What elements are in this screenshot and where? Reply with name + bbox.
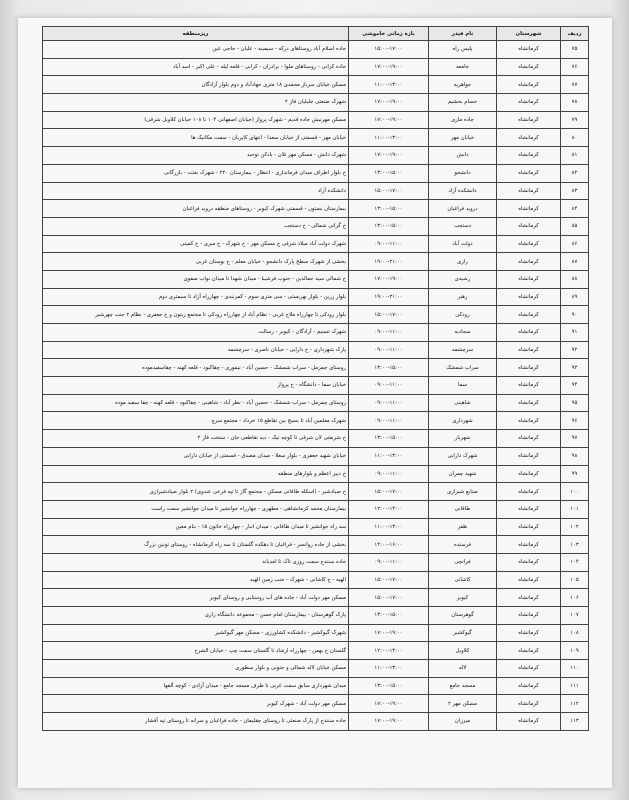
cell-index: ۱۰۲ xyxy=(561,518,589,536)
cell-time: ۱۴:۰۰-۱۶:۰۰ xyxy=(349,536,429,554)
cell-city: کرمانشاه xyxy=(497,235,561,253)
cell-address: خ دبیر اعظم و بلوارهای منطقه xyxy=(43,465,349,483)
cell-address: بلوار رودکی تا چهارراه ملاح غربی - نظام آباد از چهارراه رودکی تا مجتمع زیتون و خ جعفری - نظام ۲ جنب چهرشیر xyxy=(43,306,349,324)
cell-city: کرمانشاه xyxy=(497,41,561,59)
cell-city: کرمانشاه xyxy=(497,200,561,218)
cell-time: ۱۳:۰۰-۱۵:۰۰ xyxy=(349,359,429,377)
table-row xyxy=(43,270,589,288)
cell-feeder: مسجد جامع xyxy=(429,677,497,695)
cell-address: شهرک صنعتی جلیلیان فاز ۲ xyxy=(43,94,349,112)
cell-address: خیابان شهید جعفری - بلوار سعلا - میدان مصدق - قسمتی از خیابان دارایی xyxy=(43,447,349,465)
cell-time: ۱۳:۰۰-۱۵:۰۰ xyxy=(349,430,429,448)
table-row xyxy=(43,695,589,713)
cell-address: شهرک تسنیم - آزادگان - کیوبر - رسالت xyxy=(43,324,349,342)
cell-time: ۱۹:۰۰-۲۱:۰۰ xyxy=(349,288,429,306)
cell-time: ۰۹:۰۰-۱۱:۰۰ xyxy=(349,412,429,430)
cell-index: ۱۰۹ xyxy=(561,642,589,660)
cell-feeder: رشیدی xyxy=(429,270,497,288)
cell-address: خ صیادشیر - (اسکله طاقانی مسکن - مجتمع گاز تا تپه فرعی عندوی) ۲ بلوار صیادشیرازی xyxy=(43,483,349,501)
cell-city: کرمانشاه xyxy=(497,341,561,359)
cell-city: کرمانشاه xyxy=(497,129,561,147)
cell-index: ۱۱۳ xyxy=(561,713,589,731)
cell-time: ۰۹:۰۰-۱۱:۰۰ xyxy=(349,377,429,395)
cell-feeder: فرانچی xyxy=(429,553,497,571)
cell-index: ۱۰۴ xyxy=(561,553,589,571)
cell-feeder: دستجب xyxy=(429,217,497,235)
table-row xyxy=(43,306,589,324)
header-index: ردیف xyxy=(561,27,589,41)
table-row xyxy=(43,217,589,235)
cell-index: ۹۳ xyxy=(561,359,589,377)
cell-time: ۰۹:۰۰-۱۱:۰۰ xyxy=(349,553,429,571)
cell-city: کرمانشاه xyxy=(497,253,561,271)
cell-address: جاده کرانی - روستاهای ملوا - برادران - کرانی - قلعه لیله - علی اکبر - اسد آباد xyxy=(43,58,349,76)
cell-city: کرمانشاه xyxy=(497,182,561,200)
cell-city: کرمانشاه xyxy=(497,607,561,625)
cell-feeder: دولت آباد xyxy=(429,235,497,253)
cell-address: مسکن مهر دولت آباد - جاده های آب روستایی و روستای کیوبر xyxy=(43,589,349,607)
cell-city: کرمانشاه xyxy=(497,164,561,182)
cell-city: کرمانشاه xyxy=(497,589,561,607)
cell-time: ۱۱:۰۰-۱۳:۰۰ xyxy=(349,129,429,147)
cell-feeder: پلیس راه xyxy=(429,41,497,59)
cell-time: ۱۳:۰۰-۱۵:۰۰ xyxy=(349,677,429,695)
cell-index: ۸۵ xyxy=(561,217,589,235)
cell-city: کرمانشاه xyxy=(497,642,561,660)
cell-city: کرمانشاه xyxy=(497,270,561,288)
cell-feeder: دانش xyxy=(429,147,497,165)
cell-address: جاده سنندج از پارک صنعتی تا روستای چقلیمان - جاده فراغیان و سرانه تا روستای تپه آقشار xyxy=(43,713,349,731)
cell-time: ۰۹:۰۰-۱۱:۰۰ xyxy=(349,235,429,253)
cell-city: کرمانشاه xyxy=(497,571,561,589)
cell-index: ۸۱ xyxy=(561,147,589,165)
table-row xyxy=(43,713,589,731)
cell-index: ۹۴ xyxy=(561,377,589,395)
cell-time: ۱۲:۰۰-۱۴:۰۰ xyxy=(349,642,429,660)
cell-city: کرمانشاه xyxy=(497,394,561,412)
cell-address: بیمارستان بستون - قسمتی شهرک کیوبر - روستاهای منطقه دروید فراغیان xyxy=(43,200,349,218)
cell-time: ۰۹:۰۰-۱۱:۰۰ xyxy=(349,324,429,342)
table-row xyxy=(43,253,589,271)
table-row xyxy=(43,58,589,76)
cell-feeder: صنایع شیرازی xyxy=(429,483,497,501)
cell-index: ۹۶ xyxy=(561,412,589,430)
table-row xyxy=(43,111,589,129)
cell-address: بخشی از جاده روانسر - فراغیان تا دهکده گلستان تا سه راه کرمانشاه - روستای تونین بزرگ xyxy=(43,536,349,554)
cell-city: کرمانشاه xyxy=(497,660,561,678)
cell-city: کرمانشاه xyxy=(497,447,561,465)
table-row xyxy=(43,589,589,607)
cell-address: خ گرانی شمالی - خ دستجب xyxy=(43,217,349,235)
cell-city: کرمانشاه xyxy=(497,518,561,536)
cell-city: کرمانشاه xyxy=(497,695,561,713)
cell-city: کرمانشاه xyxy=(497,58,561,76)
table-row xyxy=(43,147,589,165)
cell-index: ۷۵ xyxy=(561,41,589,59)
table-header-row xyxy=(43,27,589,41)
cell-address: شهرک دولت آباد میلاد شرقی خ مسکن مهر - خ شهرک - خ مبری - خ کمیتی xyxy=(43,235,349,253)
table-row xyxy=(43,41,589,59)
table-row xyxy=(43,94,589,112)
cell-index: ۷۸ xyxy=(561,94,589,112)
cell-feeder: گوهرستان xyxy=(429,607,497,625)
cell-time: ۱۳:۰۰-۱۵:۰۰ xyxy=(349,607,429,625)
cell-time: ۱۱:۰۰-۱۳:۰۰ xyxy=(349,76,429,94)
table-row xyxy=(43,536,589,554)
cell-city: کرمانشاه xyxy=(497,553,561,571)
cell-address: روستای چمزمل - سراب شمشک - حسین آباد - تیموری - چقاکبود - قلعه کهنه - چقاسفیدموده xyxy=(43,359,349,377)
cell-address: مسکن مهرنیش جاده قدیم - شهرک پرواز (خیابان اصفهانی ۱۰۴ تا ۱۰۸ خیابان کلاویل شرقی) xyxy=(43,111,349,129)
cell-address: پارک شهرداری - خ دارایی - خیابان ناصری - سرچشمه xyxy=(43,341,349,359)
cell-time: ۱۲:۰۰-۱۴:۰۰ xyxy=(349,500,429,518)
cell-index: ۱۰۱ xyxy=(561,500,589,518)
cell-time: ۱۷:۰۰-۱۹:۰۰ xyxy=(349,147,429,165)
cell-city: کرمانشاه xyxy=(497,624,561,642)
table-row xyxy=(43,412,589,430)
cell-time: ۱۵:۰۰-۱۷:۰۰ xyxy=(349,483,429,501)
cell-index: ۸۲ xyxy=(561,164,589,182)
cell-city: کرمانشاه xyxy=(497,324,561,342)
cell-city: کرمانشاه xyxy=(497,500,561,518)
table-row xyxy=(43,359,589,377)
table-row xyxy=(43,235,589,253)
cell-feeder: گیوکشیر xyxy=(429,624,497,642)
header-address: ریزمنطقه xyxy=(43,27,349,41)
cell-index: ۹۱ xyxy=(561,324,589,342)
table-row xyxy=(43,607,589,625)
cell-time: ۱۵:۰۰-۱۷:۰۰ xyxy=(349,589,429,607)
cell-city: کرمانشاه xyxy=(497,359,561,377)
table-row xyxy=(43,483,589,501)
cell-feeder: سرچشمه xyxy=(429,341,497,359)
cell-address: شهرک دانش - مسکن مهر تلان - بادکن توحید xyxy=(43,147,349,165)
cell-index: ۱۰۶ xyxy=(561,589,589,607)
cell-index: ۱۱۲ xyxy=(561,695,589,713)
cell-feeder: شهرداری xyxy=(429,412,497,430)
cell-index: ۱۰۰ xyxy=(561,483,589,501)
table-row xyxy=(43,642,589,660)
table-row xyxy=(43,394,589,412)
cell-time: ۱۵:۰۰-۱۷:۰۰ xyxy=(349,571,429,589)
cell-address: مسکن مهر دولت آباد - شهرک کیوبر xyxy=(43,695,349,713)
table-row xyxy=(43,571,589,589)
table-row xyxy=(43,324,589,342)
cell-time: ۱۷:۰۰-۱۹:۰۰ xyxy=(349,111,429,129)
table-row xyxy=(43,200,589,218)
cell-index: ۱۰۷ xyxy=(561,607,589,625)
table-row xyxy=(43,553,589,571)
cell-index: ۱۱۰ xyxy=(561,660,589,678)
cell-address: دانشکده آزاد xyxy=(43,182,349,200)
cell-index: ۹۷ xyxy=(561,430,589,448)
cell-feeder: دروید فراغیان xyxy=(429,200,497,218)
cell-address: مسکن خیابان سرباز محمدی ۱۸ متری جهادآباد و دوم بلوار آزادگان xyxy=(43,76,349,94)
cell-feeder: شهریار xyxy=(429,430,497,448)
cell-feeder: سما xyxy=(429,377,497,395)
table-row xyxy=(43,76,589,94)
cell-index: ۱۱۱ xyxy=(561,677,589,695)
cell-feeder: شهید چمران xyxy=(429,465,497,483)
cell-address: شهرک معلمین آباد تا بسیج بین تقاطع ۱۵ خرداد - مجتمع سرچ xyxy=(43,412,349,430)
cell-city: کرمانشاه xyxy=(497,147,561,165)
cell-time: ۱۳:۰۰-۱۵:۰۰ xyxy=(349,217,429,235)
cell-address: بخشی از شهرک سطح پارک دانشجو - خیابان معلم - خ بوستان غربی xyxy=(43,253,349,271)
header-city: شهرستان xyxy=(497,27,561,41)
cell-time: ۱۷:۰۰-۱۹:۰۰ xyxy=(349,624,429,642)
cell-address: مسکن خیابان لاله شمالی و جنوبی و بلوار سطوری xyxy=(43,660,349,678)
cell-time: ۱۱:۰۰-۱۳:۰۰ xyxy=(349,660,429,678)
cell-feeder: ظفر xyxy=(429,518,497,536)
cell-time: ۱۱:۰۰-۱۳:۰۰ xyxy=(349,447,429,465)
cell-address: خیابان مهر - قسمتی از خیابان سعدا - انتهای کاپریان - سمت مکانیک ها xyxy=(43,129,349,147)
cell-address: بیمارستان محمد کرمانشاهی - مطهری - چهارراه جوانشیر تا میدان جوانشیر سمت راست xyxy=(43,500,349,518)
cell-city: کرمانشاه xyxy=(497,412,561,430)
cell-city: کرمانشاه xyxy=(497,483,561,501)
cell-city: کرمانشاه xyxy=(497,94,561,112)
table-row xyxy=(43,518,589,536)
cell-city: کرمانشاه xyxy=(497,111,561,129)
cell-feeder: فرسنده xyxy=(429,536,497,554)
cell-index: ۷۷ xyxy=(561,76,589,94)
cell-time: ۱۷:۰۰-۱۹:۰۰ xyxy=(349,713,429,731)
table-row xyxy=(43,430,589,448)
cell-city: کرمانشاه xyxy=(497,377,561,395)
cell-feeder: کلاویل xyxy=(429,642,497,660)
cell-feeder: رودکی xyxy=(429,306,497,324)
cell-time: ۱۷:۰۰-۱۹:۰۰ xyxy=(349,695,429,713)
cell-city: کرمانشاه xyxy=(497,76,561,94)
cell-feeder: شهرک دارایی xyxy=(429,447,497,465)
cell-feeder: کاشانی xyxy=(429,571,497,589)
cell-city: کرمانشاه xyxy=(497,288,561,306)
cell-index: ۹۵ xyxy=(561,394,589,412)
cell-time: ۰۹:۰۰-۱۱:۰۰ xyxy=(349,465,429,483)
cell-time: ۱۵:۰۰-۱۷:۰۰ xyxy=(349,182,429,200)
cell-time: ۱۷:۰۰-۱۹:۰۰ xyxy=(349,58,429,76)
cell-feeder: حسام بخشیم xyxy=(429,94,497,112)
cell-feeder: دانشکده آزاد xyxy=(429,182,497,200)
cell-index: ۸۸ xyxy=(561,270,589,288)
cell-city: کرمانشاه xyxy=(497,713,561,731)
cell-feeder: دانشجو xyxy=(429,164,497,182)
table-row xyxy=(43,465,589,483)
cell-city: کرمانشاه xyxy=(497,536,561,554)
table-row xyxy=(43,500,589,518)
table-row xyxy=(43,447,589,465)
header-feeder: نام فیدر xyxy=(429,27,497,41)
cell-index: ۱۰۳ xyxy=(561,536,589,554)
cell-time: ۱۵:۰۰-۱۷:۰۰ xyxy=(349,306,429,324)
table-row xyxy=(43,182,589,200)
cell-city: کرمانشاه xyxy=(497,465,561,483)
cell-city: کرمانشاه xyxy=(497,677,561,695)
cell-index: ۸۷ xyxy=(561,253,589,271)
table-row xyxy=(43,624,589,642)
cell-index: ۱۰۵ xyxy=(561,571,589,589)
document-page xyxy=(18,18,612,788)
cell-feeder: لاله xyxy=(429,660,497,678)
cell-index: ۹۲ xyxy=(561,341,589,359)
cell-time: ۱۳:۰۰-۱۵:۰۰ xyxy=(349,200,429,218)
table-row xyxy=(43,288,589,306)
cell-address: خ شمالی سید جمالدین - جنوب فرشیبا - میدان شهدا تا میدان نواب صفوی xyxy=(43,270,349,288)
cell-index: ۹۹ xyxy=(561,465,589,483)
table-row xyxy=(43,341,589,359)
cell-address: خیابان سما - دانشگاه - خ پرواز xyxy=(43,377,349,395)
cell-address: بلوار زرین - بلوار بهزیستی - سی متری سوم - کمربندی - چهارراه آزاد تا سیمتری دوم xyxy=(43,288,349,306)
cell-index: ۱۰۸ xyxy=(561,624,589,642)
cell-index: ۸۰ xyxy=(561,129,589,147)
cell-address: الهیه - خ کاشانی - شهرک - جنب زمین الهیه xyxy=(43,571,349,589)
cell-time: ۱۳:۰۰-۱۵:۰۰ xyxy=(349,164,429,182)
cell-address: جاده سنندج سمت روزی تاک تا امدیاند xyxy=(43,553,349,571)
cell-time: ۱۱:۰۰-۱۳:۰۰ xyxy=(349,518,429,536)
cell-index: ۸۹ xyxy=(561,288,589,306)
cell-time: ۱۹:۰۰-۲۱:۰۰ xyxy=(349,253,429,271)
table-row xyxy=(43,129,589,147)
cell-time: ۱۷:۰۰-۱۹:۰۰ xyxy=(349,270,429,288)
cell-time: ۰۹:۰۰-۱۱:۰۰ xyxy=(349,394,429,412)
cell-address: سه راه جوانشیر تا میدان طاقانی - میدان انبار - چهارراه خاتون ۱۵ - بنام معین xyxy=(43,518,349,536)
cell-index: ۹۰ xyxy=(561,306,589,324)
cell-feeder: میرزان xyxy=(429,713,497,731)
table-row xyxy=(43,660,589,678)
cell-feeder: سراب شمشک xyxy=(429,359,497,377)
cell-feeder: سجادیه xyxy=(429,324,497,342)
cell-city: کرمانشاه xyxy=(497,306,561,324)
cell-time: ۰۹:۰۰-۱۱:۰۰ xyxy=(349,341,429,359)
cell-time: ۱۷:۰۰-۱۹:۰۰ xyxy=(349,94,429,112)
cell-feeder: کیوبر xyxy=(429,589,497,607)
cell-address: میدان شهرداری سابق سمت غربی تا طرف مسجد جامع - میدان آزادی - کوچه آلفها xyxy=(43,677,349,695)
cell-feeder: جاده مازی xyxy=(429,111,497,129)
cell-index: ۸۶ xyxy=(561,235,589,253)
cell-index: ۹۸ xyxy=(561,447,589,465)
cell-address: خ بلوار اطراف میدان فرمانداری - انتظار - بیمارستان ۲۲۰ - شهرک بعثت - بازرگانی xyxy=(43,164,349,182)
cell-address: گلستان خ بهمن - چهارراه ارشاد تا گلستان سمت چپ - خیابان الشرخ xyxy=(43,642,349,660)
cell-feeder: خیابان مهر xyxy=(429,129,497,147)
cell-time: ۱۵:۰۰-۱۷:۰۰ xyxy=(349,41,429,59)
cell-address: پارک گوهرستان - بیمارستان امام حسن - مجموعه دانشگاه رازی xyxy=(43,607,349,625)
cell-city: کرمانشاه xyxy=(497,217,561,235)
cell-index: ۸۳ xyxy=(561,182,589,200)
outage-schedule-table xyxy=(42,26,589,731)
cell-index: ۷۶ xyxy=(561,58,589,76)
cell-feeder: رهبر xyxy=(429,288,497,306)
table-row xyxy=(43,677,589,695)
cell-index: ۸۴ xyxy=(561,200,589,218)
cell-feeder: شاهینی xyxy=(429,394,497,412)
cell-feeder: رازی xyxy=(429,253,497,271)
cell-index: ۷۹ xyxy=(561,111,589,129)
cell-address: خ شریعتی لان شرقی تا کوچه نیک - دیه تقاطعی جان - ستخت فاز ۲ xyxy=(43,430,349,448)
cell-address: جاده اسلام آباد روستاهای درکه - سیمینه - علیان - حاجی عین xyxy=(43,41,349,59)
cell-address: روستای چمزمل - سراب شمشک - حسین آباد - نظر آباد - شاهینی - چقاکبود - قلعه کهنه - چقا سفید موده xyxy=(43,394,349,412)
cell-address: شهرک گیوکشیر - دانشکده کشاورزی - مسکن مهر گیوکشیر xyxy=(43,624,349,642)
cell-feeder: مسکن مهر ۲ xyxy=(429,695,497,713)
table-row xyxy=(43,377,589,395)
cell-city: کرمانشاه xyxy=(497,430,561,448)
cell-feeder: جواهریه xyxy=(429,76,497,94)
cell-feeder: طاقانی xyxy=(429,500,497,518)
cell-feeder: جامعه xyxy=(429,58,497,76)
header-time: بازه زمانی خاموشی xyxy=(349,27,429,41)
table-row xyxy=(43,164,589,182)
